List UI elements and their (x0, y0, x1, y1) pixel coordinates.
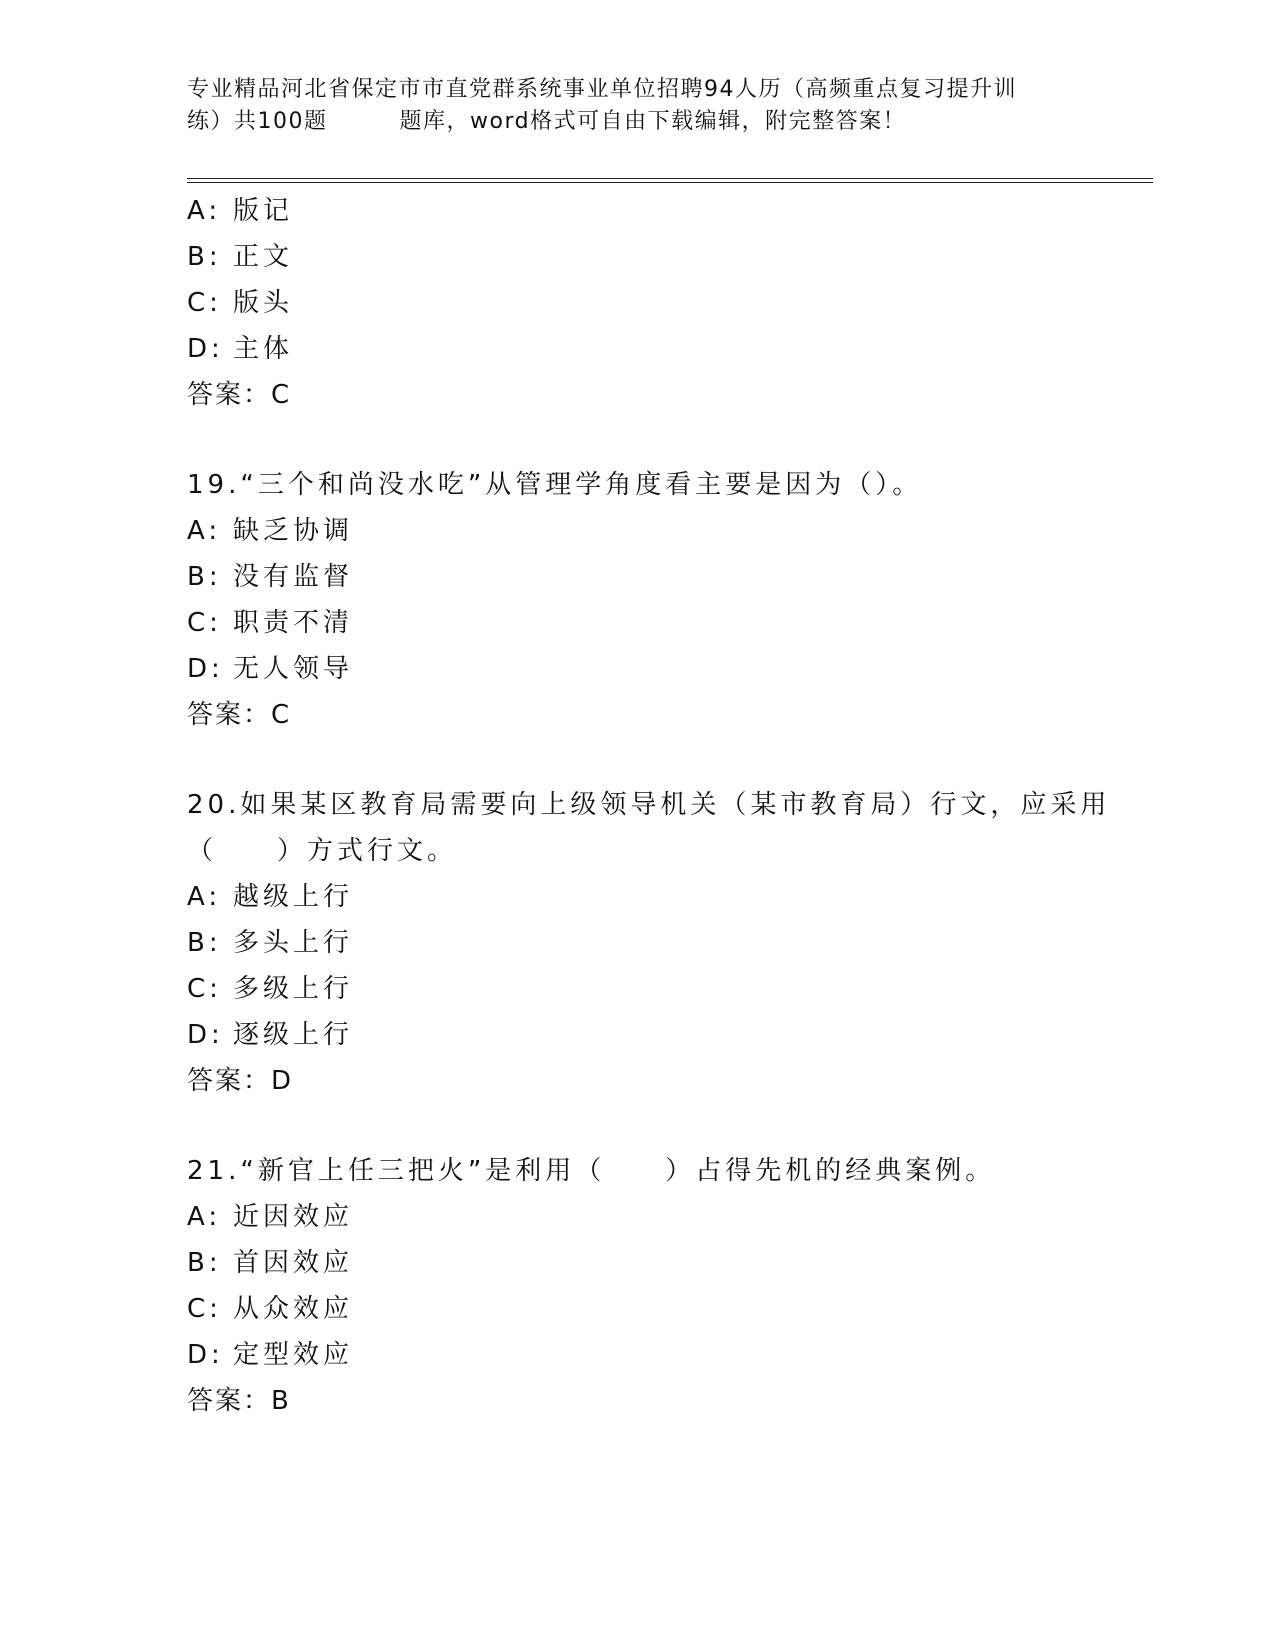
question-spacer (187, 1104, 1147, 1148)
option-text: 首因效应 (233, 1248, 354, 1278)
document-header (187, 74, 1087, 138)
option-d (187, 646, 1147, 692)
option-key: A: (187, 1202, 222, 1232)
header-divider-top (187, 178, 1153, 179)
question-block-21 (187, 1148, 1147, 1424)
question-text-continued: （ ）方式行文。 (187, 836, 458, 866)
option-text: 缺乏协调 (233, 516, 354, 546)
option-key: A: (187, 196, 222, 226)
option-key: D: (187, 654, 224, 684)
answer-line: 答案：C (187, 700, 292, 730)
question-text: 19.“三个和尚没水吃”从管理学角度看主要是因为（）。 (187, 470, 923, 500)
option-d (187, 326, 1147, 372)
header-divider-bottom (187, 182, 1153, 183)
option-text: 版记 (233, 196, 294, 226)
option-text: 没有监督 (233, 562, 354, 592)
option-text: 无人领导 (233, 654, 354, 684)
option-text: 定型效应 (233, 1340, 354, 1370)
option-d (187, 1332, 1147, 1378)
option-text: 多头上行 (233, 928, 354, 958)
option-a (187, 188, 1147, 234)
question-block-18 (187, 188, 1147, 418)
option-d (187, 1012, 1147, 1058)
option-c (187, 600, 1147, 646)
option-key: C: (187, 608, 222, 638)
option-text: 主体 (233, 334, 294, 364)
option-key: D: (187, 1340, 224, 1370)
option-b (187, 1240, 1147, 1286)
option-key: D: (187, 334, 224, 364)
option-key: D: (187, 1020, 224, 1050)
question-spacer (187, 418, 1147, 462)
option-key: B: (187, 562, 222, 592)
answer-line: 答案：C (187, 380, 292, 410)
option-c (187, 1286, 1147, 1332)
question-text: 21.“新官上任三把火”是利用（ ）占得先机的经典案例。 (187, 1156, 996, 1186)
option-key: C: (187, 1294, 222, 1324)
option-text: 职责不清 (233, 608, 354, 638)
option-c (187, 966, 1147, 1012)
option-b (187, 920, 1147, 966)
option-a (187, 874, 1147, 920)
option-a (187, 1194, 1147, 1240)
header-line-2 (187, 106, 1087, 138)
question-block-20 (187, 782, 1147, 1104)
option-key: B: (187, 928, 222, 958)
option-key: B: (187, 242, 222, 272)
option-b (187, 554, 1147, 600)
option-text: 版头 (233, 288, 294, 318)
option-text: 逐级上行 (233, 1020, 354, 1050)
option-text: 多级上行 (233, 974, 354, 1004)
option-key: C: (187, 288, 222, 318)
header-line-2-part-1: 练）共100题 (187, 109, 328, 134)
option-c (187, 280, 1147, 326)
question-list (187, 188, 1147, 1424)
option-key: A: (187, 882, 222, 912)
question-block-19 (187, 462, 1147, 738)
header-line-1: 专业精品河北省保定市市直党群系统事业单位招聘94人历（高频重点复习提升训 (187, 77, 1017, 102)
option-key: B: (187, 1248, 222, 1278)
question-spacer (187, 738, 1147, 782)
option-text: 从众效应 (233, 1294, 354, 1324)
header-line-2-part-2: 题库，word格式可自由下载编辑，附完整答案！ (399, 109, 907, 134)
option-text: 正文 (233, 242, 294, 272)
answer-line: 答案：D (187, 1066, 294, 1096)
question-text: 20.如果某区教育局需要向上级领导机关（某市教育局）行文，应采用 (187, 790, 1111, 820)
option-a (187, 508, 1147, 554)
option-key: C: (187, 974, 222, 1004)
option-b (187, 234, 1147, 280)
option-key: A: (187, 516, 222, 546)
option-text: 近因效应 (233, 1202, 354, 1232)
option-text: 越级上行 (233, 882, 354, 912)
answer-line: 答案：B (187, 1386, 291, 1416)
